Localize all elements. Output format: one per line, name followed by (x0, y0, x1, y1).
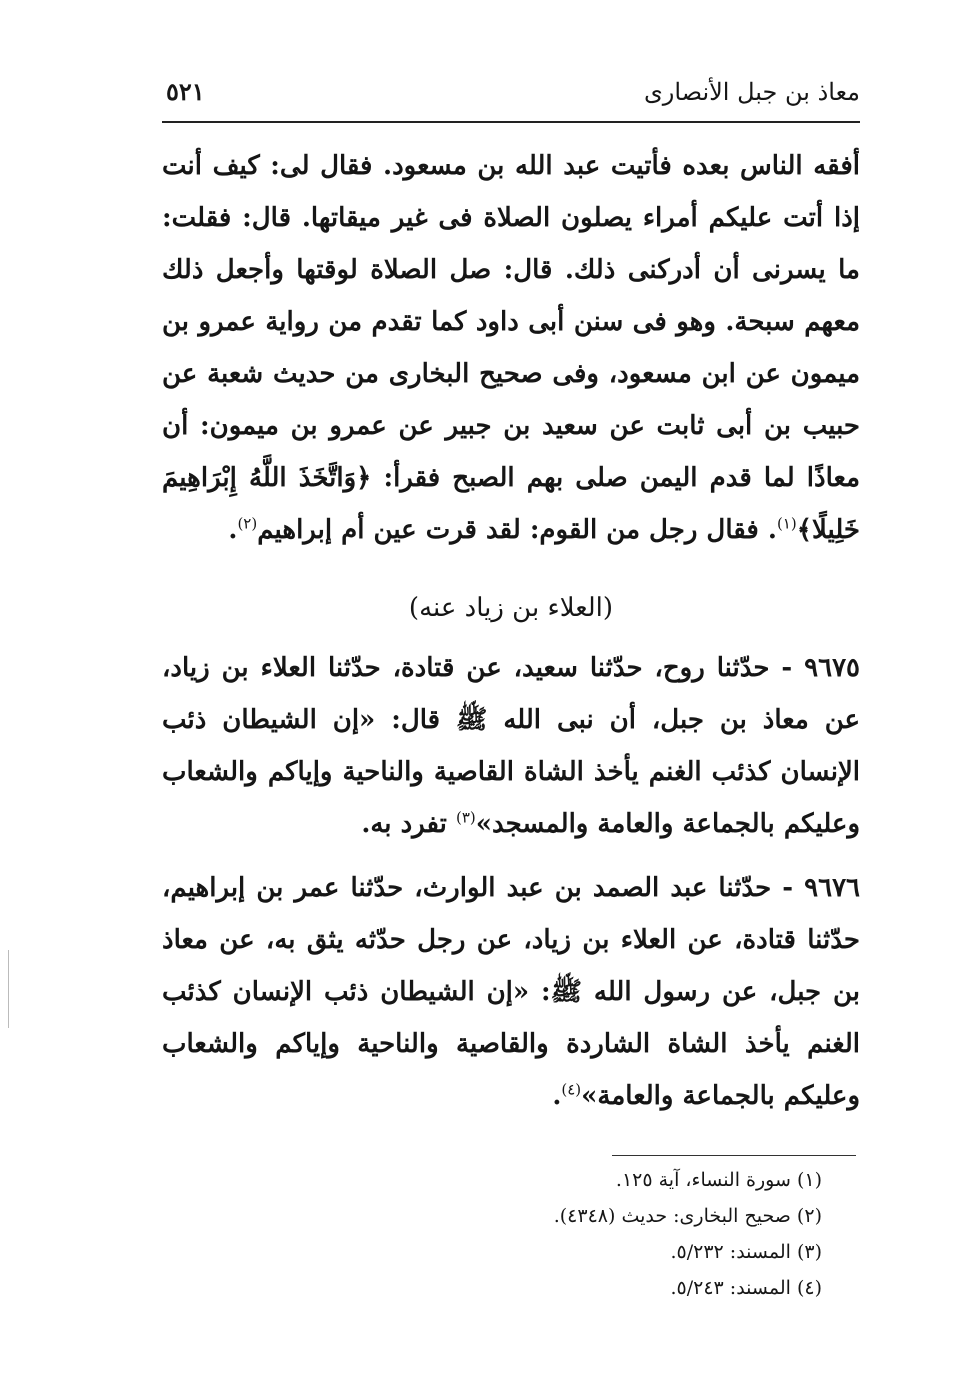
section-subheading: (العلاء بن زياد عنه) (408, 593, 614, 623)
footnote-ref-2: (٢) (237, 514, 258, 533)
paragraph-1-end: . (228, 515, 238, 545)
hadith-9676 (162, 862, 860, 1122)
footnote-2: (٢) صحيح البخارى: حديث (٤٣٤٨). (553, 1205, 822, 1227)
running-header (162, 72, 860, 112)
hadith-9676-end: . (552, 1081, 562, 1111)
footnote-ref-3: (٣) (455, 808, 476, 827)
running-title: معاذ بن جبل الأنصارى (643, 78, 860, 106)
footnotes (162, 1162, 822, 1306)
footnote-1: (١) سورة النساء، آية ١٢٥. (615, 1169, 822, 1191)
hadith-9675-end: تفرد به. (361, 809, 456, 839)
footnote-ref-4: (٤) (561, 1080, 582, 1099)
main-text (162, 140, 860, 1122)
header-rule (162, 121, 860, 123)
hadith-9675-text: ٩٦٧٥ - حدّثنا روح، حدّثنا سعيد، عن قتادة، حدّثنا العلاء بن زياد، عن معاذ بن جبل، أن نبى الله ﷺ قال: «إن الشيطان ذئب الإنسان كذئب الغنم يأخذ الشاة القاصية والناحية وإياكم والشعاب وعليكم بالجماعة والعامة والمسجد» (162, 653, 860, 839)
paragraph-1 (162, 140, 860, 556)
hadith-9676-text: ٩٦٧٦ - حدّثنا عبد الصمد بن عبد الوارث، حدّثنا عمر بن إبراهيم، حدّثنا قتادة، عن العلاء بن زياد، عن رجل حدّثه يثق به، عن معاذ بن جبل، عن رسول الله ﷺ: «إن الشيطان ذئب الإنسان كذئب الغنم يأخذ الشاة الشاردة والقاصية والناحية وإياكم والشعاب وعليكم بالجماعة والعامة» (162, 873, 860, 1111)
paragraph-1-text: أفقه الناس بعده فأتيت عبد الله بن مسعود. فقال لى: كيف أنت إذا أتت عليكم أمراء يصلون الصلاة فى غير ميقاتها. قال: فقلت: ما يسرنى أن أدركنى ذلك. قال: صل الصلاة لوقتها وأجعل ذلك معهم سبحة. وهو فى سنن أبى داود كما تقدم من رواية عمرو بن ميمون عن ابن مسعود، وفى صحيح البخارى من حديث شعبة عن حبيب بن أبى ثابت عن سعيد بن جبير عن عمرو بن ميمون: أن معاذًا لما قدم اليمن صلى بهم الصبح فقرأ: ﴿وَاتَّخَذَ اللَّهُ إِبْرَاهِيمَ خَلِيلًا﴾ (162, 151, 860, 545)
footnote-rule (612, 1155, 856, 1156)
footnote-4: (٤) المسند: ٥/٢٤٣. (670, 1277, 822, 1299)
hadith-9675 (162, 642, 860, 850)
paragraph-1-mid: . فقال رجل من القوم: لقد قرت عين أم إبراهيم (257, 515, 777, 545)
page-number: ٥٢١ (166, 77, 205, 106)
scan-margin-mark (8, 950, 9, 1028)
footnote-ref-1: (١) (776, 514, 797, 533)
footnote-3: (٣) المسند: ٥/٢٣٢. (670, 1241, 822, 1263)
